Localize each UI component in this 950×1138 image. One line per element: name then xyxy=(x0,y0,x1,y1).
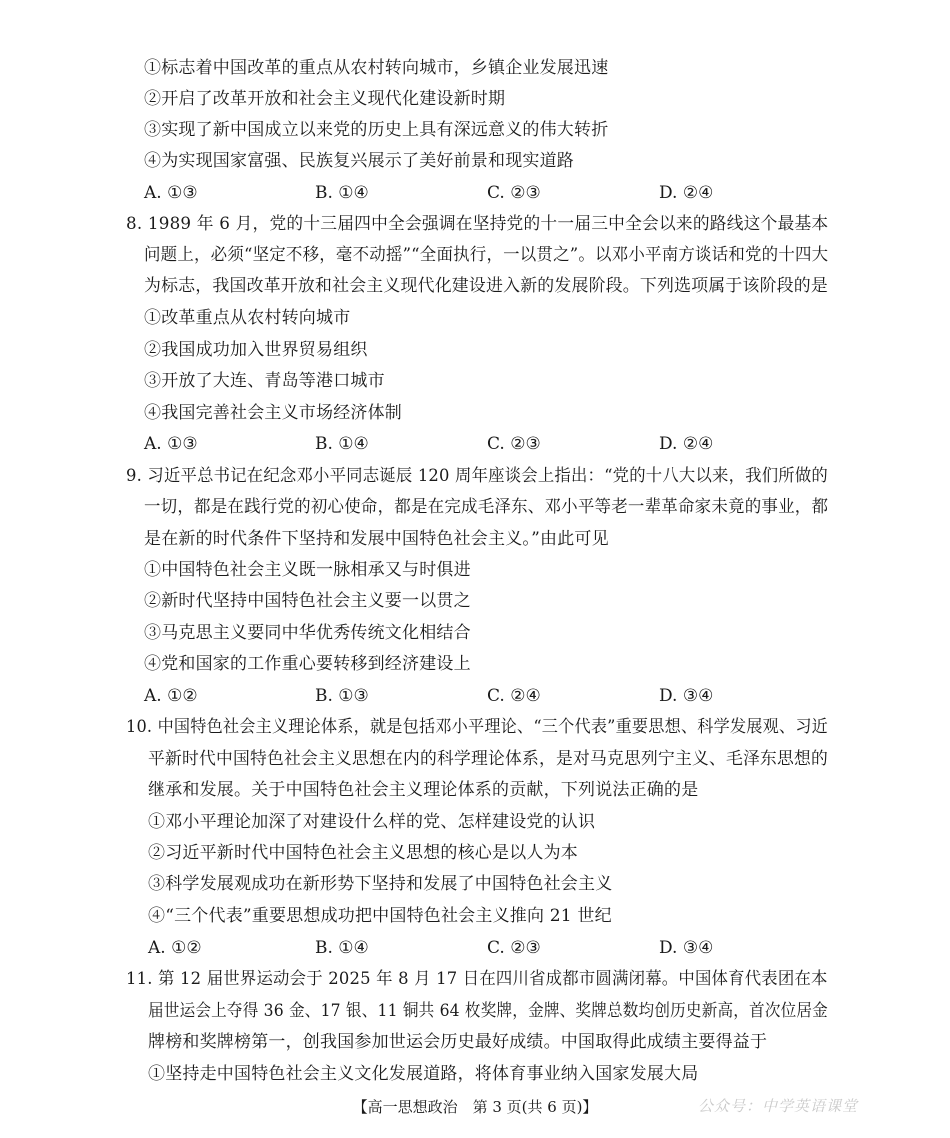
q8-option-a: A. ①③ xyxy=(144,434,198,454)
q11-item-1: ①坚持走中国特色社会主义文化发展道路，将体育事业纳入国家发展大局 xyxy=(148,1064,699,1084)
watermark: 公众号：中学英语课堂 xyxy=(698,1097,859,1115)
q10-item-2: ②习近平新时代中国特色社会主义思想的核心是以人为本 xyxy=(148,843,578,863)
page-footer: 【高一思想政治 第 3 页(共 6 页)】 xyxy=(352,1098,598,1116)
q9-item-1: ①中国特色社会主义既一脉相承又与时俱进 xyxy=(144,560,471,580)
q10-option-c: C. ②③ xyxy=(487,938,541,958)
q10-stem-line-3: 继承和发展。关于中国特色社会主义理论体系的贡献，下列说法正确的是 xyxy=(148,780,699,800)
q7-item-1: ①标志着中国改革的重点从农村转向城市，乡镇企业发展迅速 xyxy=(144,58,609,78)
q9-item-3: ③马克思主义要同中华优秀传统文化相结合 xyxy=(144,623,471,643)
q9-option-a: A. ①② xyxy=(144,686,198,706)
q10-item-3: ③科学发展观成功在新形势下坚持和发展了中国特色社会主义 xyxy=(148,874,613,894)
q7-item-4: ④为实现国家富强、民族复兴展示了美好前景和现实道路 xyxy=(144,151,574,171)
q10-item-4: ④“三个代表”重要思想成功把中国特色社会主义推向 21 世纪 xyxy=(148,906,612,926)
q7-option-b: B. ①④ xyxy=(315,183,369,203)
q10-item-1: ①邓小平理论加深了对建设什么样的党、怎样建设党的认识 xyxy=(148,812,596,832)
q8-stem-line-3: 为标志，我国改革开放和社会主义现代化建设进入新的发展阶段。下列选项属于该阶段的是 xyxy=(144,276,829,296)
q8-option-d: D. ②④ xyxy=(659,434,714,454)
q7-option-d: D. ②④ xyxy=(659,183,714,203)
q10-stem-line-1: 10. 中国特色社会主义理论体系，就是包括邓小平理论、“三个代表”重要思想、科学发展观、习近 xyxy=(126,717,829,737)
q11-stem-line-3: 牌榜和奖牌榜第一，创我国参加世运会历史最好成绩。中国取得此成绩主要得益于 xyxy=(148,1032,768,1052)
q10-option-a: A. ①② xyxy=(148,938,202,958)
q9-item-2: ②新时代坚持中国特色社会主义要一以贯之 xyxy=(144,591,471,611)
q8-item-4: ④我国完善社会主义市场经济体制 xyxy=(144,403,402,423)
q8-option-b: B. ①④ xyxy=(315,434,369,454)
q9-option-b: B. ①③ xyxy=(315,686,369,706)
q9-option-d: D. ③④ xyxy=(659,686,714,706)
q8-stem-line-2: 问题上，必须“坚定不移，毫不动摇”“全面执行，一以贯之”。以邓小平南方谈话和党的十四大 xyxy=(144,245,829,265)
q11-stem-line-1: 11. 第 12 届世界运动会于 2025 年 8 月 17 日在四川省成都市圆满闭幕。中国体育代表团在本 xyxy=(126,969,828,989)
q10-option-d: D. ③④ xyxy=(659,938,714,958)
q9-stem-line-3: 是在新的时代条件下坚持和发展中国特色社会主义。”由此可见 xyxy=(144,529,609,549)
q7-option-c: C. ②③ xyxy=(487,183,541,203)
q8-option-c: C. ②③ xyxy=(487,434,541,454)
q8-item-3: ③开放了大连、青岛等港口城市 xyxy=(144,371,385,391)
q7-item-3: ③实现了新中国成立以来党的历史上具有深远意义的伟大转折 xyxy=(144,120,609,140)
q7-item-2: ②开启了改革开放和社会主义现代化建设新时期 xyxy=(144,89,506,109)
q8-item-2: ②我国成功加入世界贸易组织 xyxy=(144,340,368,360)
q7-option-a: A. ①③ xyxy=(144,183,198,203)
q10-option-b: B. ①④ xyxy=(315,938,369,958)
q9-stem-line-1: 9. 习近平总书记在纪念邓小平同志诞辰 120 周年座谈会上指出：“党的十八大以来，我们所做的 xyxy=(126,466,828,486)
q10-stem-line-2: 平新时代中国特色社会主义思想在内的科学理论体系，是对马克思列宁主义、毛泽东思想的 xyxy=(148,749,829,769)
q9-stem-line-2: 一切，都是在践行党的初心使命，都是在完成毛泽东、邓小平等老一辈革命家未竟的事业，都 xyxy=(144,497,829,517)
q11-stem-line-2: 届世运会上夺得 36 金、17 银、11 铜共 64 枚奖牌，金牌、奖牌总数均创历史新高，首次位居金 xyxy=(148,1001,828,1021)
q9-item-4: ④党和国家的工作重心要转移到经济建设上 xyxy=(144,654,471,674)
q8-stem-line-1: 8. 1989 年 6 月，党的十三届四中全会强调在坚持党的十一届三中全会以来的路线这个最基本 xyxy=(126,214,829,234)
q8-item-1: ①改革重点从农村转向城市 xyxy=(144,308,351,328)
q9-option-c: C. ②④ xyxy=(487,686,541,706)
